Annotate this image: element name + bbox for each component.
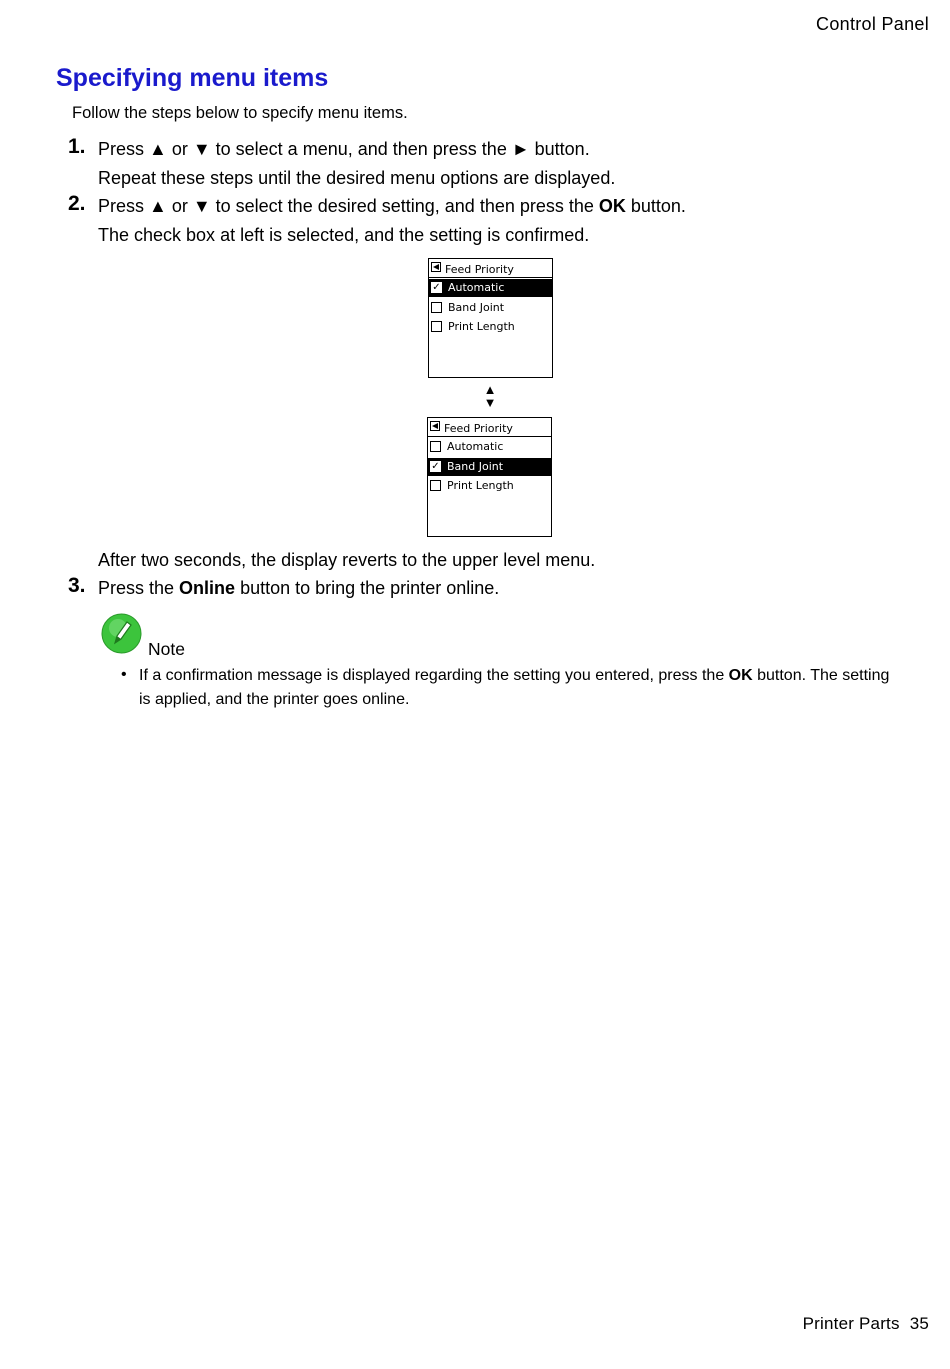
- back-arrow-icon: [430, 421, 440, 431]
- lcd-option-label: Band Joint: [448, 301, 505, 314]
- lcd-screen-after: [427, 417, 552, 537]
- step-1-line-2: Repeat these steps until the desired menu options are displayed.: [98, 168, 616, 188]
- step-1-line-1: Press ▲ or ▼ to select a menu, and then press the ► button.: [98, 139, 590, 159]
- checkbox-empty-icon: [430, 441, 441, 452]
- step-2-line-1: Press ▲ or ▼ to select the desired setting, and then press the OK button.: [98, 196, 686, 216]
- note-label: Note: [148, 639, 185, 659]
- checkbox-empty-icon: [431, 302, 442, 313]
- lcd-header: [428, 418, 551, 437]
- lcd-option-print-length: [428, 477, 551, 495]
- lcd-option-label: Band Joint: [447, 460, 504, 473]
- lcd-screen-before: [428, 258, 553, 378]
- lcd-option-band-joint: [429, 299, 552, 317]
- checkbox-empty-icon: [430, 480, 441, 491]
- up-arrow-icon: ▲: [483, 382, 497, 397]
- page-title: Specifying menu items: [56, 64, 329, 92]
- intro-text: Follow the steps below to specify menu items.: [72, 104, 408, 122]
- back-arrow-icon: [431, 262, 441, 272]
- lcd-option-print-length: [429, 318, 552, 336]
- footer-section: Printer Parts: [802, 1314, 900, 1333]
- lcd-option-band-joint: [428, 458, 551, 476]
- checkbox-checked-icon: ✓: [432, 282, 441, 293]
- step-2-number: 2.: [68, 192, 86, 215]
- down-arrow-icon: ▼: [483, 395, 497, 410]
- lcd-header-label: Feed Priority: [444, 422, 513, 435]
- lcd-option-automatic: [428, 438, 551, 456]
- step-3-line-1: Press the Online button to bring the printer online.: [98, 578, 500, 598]
- checkbox-empty-icon: [431, 321, 442, 332]
- checkbox-checked-icon: ✓: [431, 461, 440, 472]
- lcd-header-label: Feed Priority: [445, 263, 514, 276]
- page-footer: [803, 1314, 929, 1334]
- lcd-option-automatic: [429, 279, 552, 297]
- running-header: Control Panel: [816, 14, 929, 34]
- step-1-number: 1.: [68, 135, 86, 158]
- note-pencil-icon: [101, 613, 142, 654]
- page-number: 35: [909, 1314, 929, 1333]
- lcd-option-label: Print Length: [448, 320, 515, 333]
- up-down-arrows-icon: [483, 383, 497, 409]
- step-3-number: 3.: [68, 574, 86, 597]
- lcd-option-label: Print Length: [447, 479, 514, 492]
- lcd-header: [429, 259, 552, 278]
- note-text: If a confirmation message is displayed regarding the setting you entered, press the OK button. The setting is applied, and the printer goes online.: [139, 667, 890, 708]
- lcd-option-label: Automatic: [448, 281, 505, 294]
- note-bullet: •: [121, 666, 127, 683]
- lcd-option-label: Automatic: [447, 440, 504, 453]
- step-2-line-2: The check box at left is selected, and the setting is confirmed.: [98, 225, 590, 245]
- step-2-after-text: After two seconds, the display reverts to the upper level menu.: [98, 550, 596, 570]
